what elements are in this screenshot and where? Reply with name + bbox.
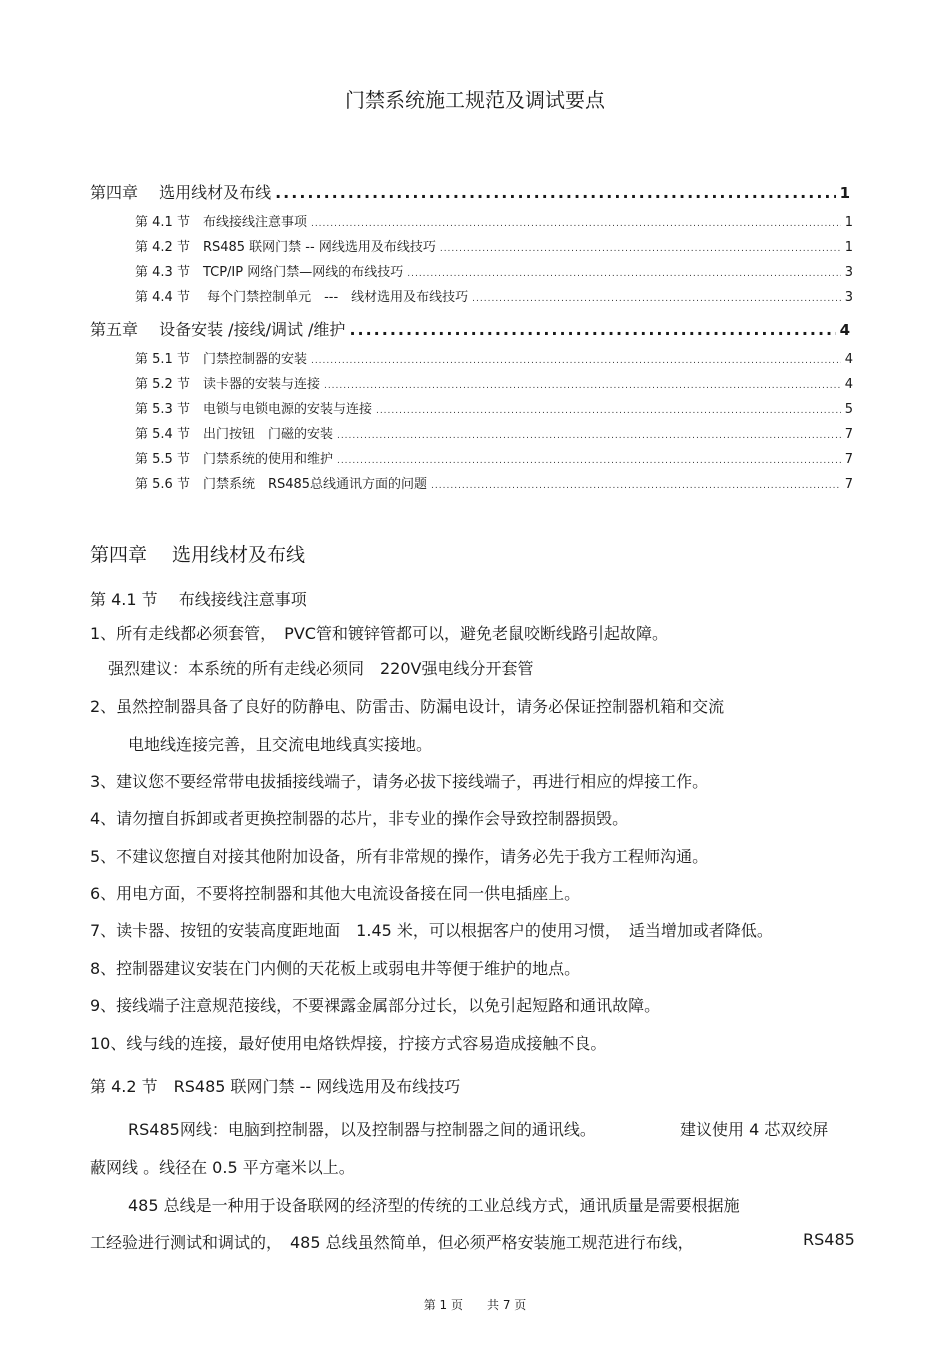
toc-entry-5-4[interactable] bbox=[135, 423, 853, 442]
toc-entry-4-2[interactable] bbox=[135, 236, 853, 255]
toc-leader bbox=[337, 456, 841, 466]
toc-entry-page: 1 bbox=[844, 215, 853, 230]
toc-entry-label: 第四章 选用线材及布线 bbox=[90, 183, 272, 202]
toc-entry-label: 第 5.2 节 读卡器的安装与连接 bbox=[135, 377, 320, 392]
toc-leader bbox=[431, 481, 841, 491]
toc-entry-page: 5 bbox=[844, 402, 853, 417]
toc-entry-5-3[interactable] bbox=[135, 398, 853, 417]
toc-entry-page: 4 bbox=[844, 377, 853, 392]
document-title: 门禁系统施工规范及调试要点 bbox=[345, 88, 605, 112]
toc-entry-label: 第 5.5 节 门禁系统的使用和维护 bbox=[135, 452, 333, 467]
toc-entry-label: 第 5.1 节 门禁控制器的安装 bbox=[135, 352, 307, 367]
toc-entry-5-6[interactable] bbox=[135, 473, 853, 492]
paragraph-line: 485 总线是一种用于设备联网的经济型的传统的工业总线方式，通讯质量是需要根据施 bbox=[128, 1196, 740, 1215]
toc-leader bbox=[337, 431, 841, 441]
toc-entry-page: 3 bbox=[844, 290, 853, 305]
toc-leader bbox=[275, 183, 835, 202]
section-heading-4-2: 第 4.2 节 RS485 联网门禁 -- 网线选用及布线技巧 bbox=[90, 1077, 461, 1096]
list-item: 5、不建议您擅自对接其他附加设备，所有非常规的操作，请务必先于我方工程师沟通。 bbox=[90, 847, 709, 866]
toc-entry-chapter-5[interactable] bbox=[90, 317, 850, 340]
toc-entry-label: 第 5.6 节 门禁系统 RS485总线通讯方面的问题 bbox=[135, 477, 428, 492]
recommendation-note: 强烈建议：本系统的所有走线必须同 220V强电线分开套管 bbox=[108, 659, 534, 678]
toc-entry-page: 1 bbox=[839, 184, 850, 202]
paragraph-line: 工经验进行测试和调试的， 485 总线虽然简单，但必须严格安装施工规范进行布线， bbox=[90, 1233, 694, 1252]
toc-leader bbox=[324, 381, 841, 391]
toc-leader bbox=[311, 219, 841, 229]
paragraph-line: 蔽网线 。线径在 0.5 平方毫米以上。 bbox=[90, 1158, 355, 1177]
toc-leader bbox=[311, 356, 841, 366]
toc-entry-chapter-4[interactable] bbox=[90, 180, 850, 203]
toc-entry-5-5[interactable] bbox=[135, 448, 853, 467]
list-item: 1、所有走线都必须套管， PVC管和镀锌管都可以，避免老鼠咬断线路引起故障。 bbox=[90, 624, 668, 643]
toc-entry-label: 第五章 设备安装 /接线/调试 /维护 bbox=[90, 320, 346, 339]
chapter-heading: 第四章 选用线材及布线 bbox=[90, 544, 306, 566]
list-item: 6、用电方面，不要将控制器和其他大电流设备接在同一供电插座上。 bbox=[90, 884, 581, 903]
toc-entry-4-4[interactable] bbox=[135, 286, 853, 305]
toc-entry-page: 3 bbox=[844, 265, 853, 280]
list-item: 4、请勿擅自拆卸或者更换控制器的芯片，非专业的操作会导致控制器损毁。 bbox=[90, 809, 629, 828]
toc-entry-page: 4 bbox=[839, 321, 850, 339]
list-item: 2、虽然控制器具备了良好的防静电、防雷击、防漏电设计，请务必保证控制器机箱和交流 bbox=[90, 697, 725, 716]
toc-entry-page: 1 bbox=[844, 240, 853, 255]
list-item: 8、控制器建议安装在门内侧的天花板上或弱电井等便于维护的地点。 bbox=[90, 959, 581, 978]
toc-leader bbox=[440, 244, 841, 254]
toc-entry-4-3[interactable] bbox=[135, 261, 853, 280]
toc-entry-label: 第 4.4 节 每个门禁控制单元 --- 线材选用及布线技巧 bbox=[135, 290, 469, 305]
paragraph-line-tail: 建议使用 4 芯双绞屏 bbox=[680, 1120, 829, 1139]
list-item: 10、线与线的连接，最好使用电烙铁焊接，拧接方式容易造成接触不良。 bbox=[90, 1034, 607, 1053]
list-item: 9、接线端子注意规范接线，不要裸露金属部分过长，以免引起短路和通讯故障。 bbox=[90, 996, 661, 1015]
toc-leader bbox=[349, 320, 835, 339]
paragraph-line-tail: RS485 bbox=[803, 1230, 855, 1249]
toc-entry-page: 7 bbox=[844, 427, 853, 442]
toc-entry-page: 7 bbox=[844, 452, 853, 467]
section-heading-4-1: 第 4.1 节 布线接线注意事项 bbox=[90, 590, 307, 609]
toc-entry-label: 第 5.3 节 电锁与电锁电源的安装与连接 bbox=[135, 402, 372, 417]
toc-entry-4-1[interactable] bbox=[135, 211, 853, 230]
list-item-continuation: 电地线连接完善，且交流电地线真实接地。 bbox=[128, 735, 433, 754]
list-item: 7、读卡器、按钮的安装高度距地面 1.45 米，可以根据客户的使用习惯， 适当增加或者降低。 bbox=[90, 921, 773, 940]
toc-entry-page: 7 bbox=[844, 477, 853, 492]
toc-entry-label: 第 4.1 节 布线接线注意事项 bbox=[135, 215, 307, 230]
toc-entry-label: 第 4.2 节 RS485 联网门禁 -- 网线选用及布线技巧 bbox=[135, 240, 436, 255]
page-footer: 第 1 页 共 7 页 bbox=[423, 1298, 527, 1312]
toc-entry-label: 第 5.4 节 出门按钮 门磁的安装 bbox=[135, 427, 333, 442]
toc-leader bbox=[376, 406, 841, 416]
toc-leader bbox=[407, 269, 840, 279]
toc-entry-page: 4 bbox=[844, 352, 853, 367]
toc-entry-5-1[interactable] bbox=[135, 348, 853, 367]
toc-leader bbox=[472, 294, 841, 304]
list-item: 3、建议您不要经常带电拔插接线端子，请务必拔下接线端子，再进行相应的焊接工作。 bbox=[90, 772, 709, 791]
toc-entry-label: 第 4.3 节 TCP/IP 网络门禁—网线的布线技巧 bbox=[135, 265, 404, 280]
paragraph-line: RS485网线：电脑到控制器，以及控制器与控制器之间的通讯线。 bbox=[128, 1120, 596, 1139]
toc-entry-5-2[interactable] bbox=[135, 373, 853, 392]
